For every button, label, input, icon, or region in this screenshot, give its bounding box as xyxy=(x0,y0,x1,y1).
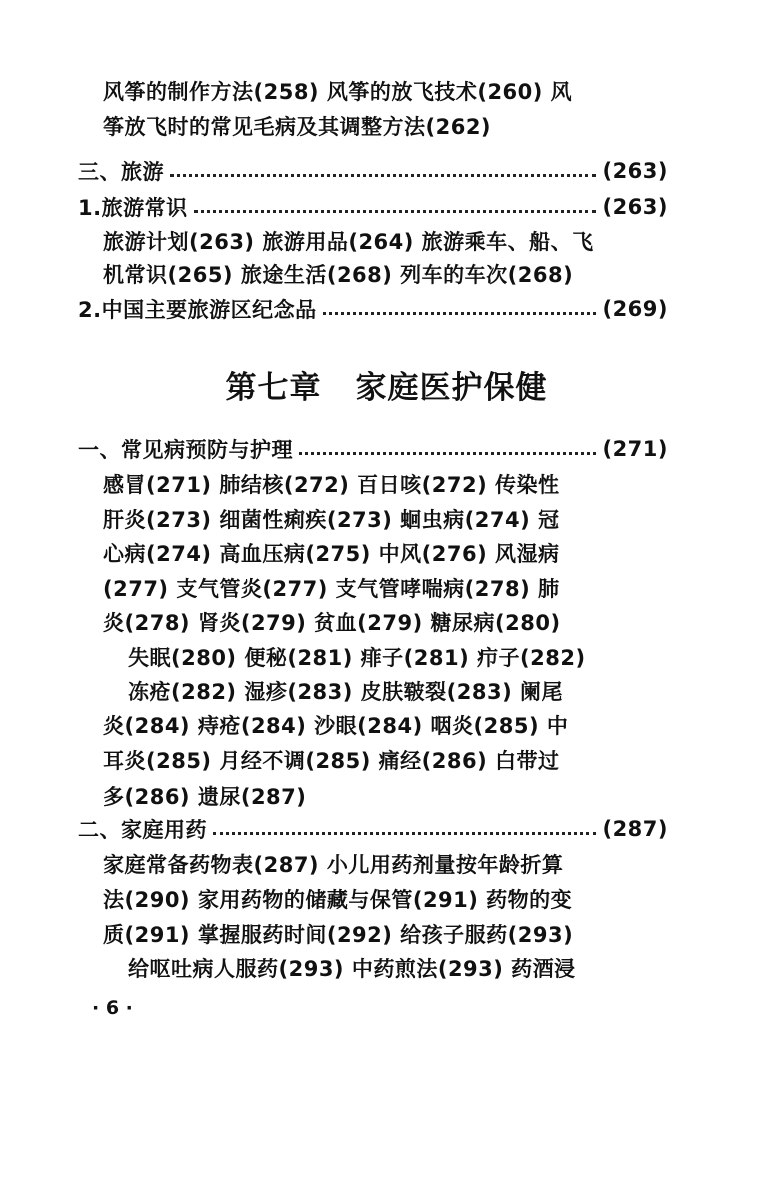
toc-label: 1.旅游常识 xyxy=(78,196,188,220)
toc-entry-souvenirs xyxy=(78,295,668,323)
text-line: 家庭常备药物表(287) 小儿用药剂量按年龄折算 xyxy=(103,853,564,877)
toc-page-number: (287) xyxy=(602,817,668,841)
text-line: 心病(274) 高血压病(275) 中风(276) 风湿病 xyxy=(103,542,560,566)
text-line: 质(291) 掌握服药时间(292) 给孩子服药(293) xyxy=(103,923,574,947)
toc-entry-common-diseases xyxy=(78,435,668,463)
toc-page-number: (263) xyxy=(602,159,668,183)
text-line: 炎(278) 肾炎(279) 贫血(279) 糖尿病(280) xyxy=(103,611,561,635)
text-line: 多(286) 遗尿(287) xyxy=(103,785,307,809)
text-line: 机常识(265) 旅途生活(268) 列车的车次(268) xyxy=(103,263,574,287)
toc-label: 二、家庭用药 xyxy=(78,818,207,842)
chapter-number: 第七章 xyxy=(225,370,322,406)
toc-page-number: (263) xyxy=(602,195,668,219)
dot-leader xyxy=(213,832,596,835)
dot-leader xyxy=(170,174,596,177)
toc-entry-home-medicine xyxy=(78,815,668,843)
toc-label: 2.中国主要旅游区纪念品 xyxy=(78,298,317,322)
text-line: 冻疮(282) 湿疹(283) 皮肤皲裂(283) 阑尾 xyxy=(128,680,564,704)
dot-leader xyxy=(323,312,597,315)
toc-entry-travel-knowledge xyxy=(78,193,668,221)
text-line: 失眠(280) 便秘(281) 痱子(281) 疖子(282) xyxy=(128,646,586,670)
text-line: (277) 支气管炎(277) 支气管哮喘病(278) 肺 xyxy=(103,577,560,601)
text-line: 旅游计划(263) 旅游用品(264) 旅游乘车、船、飞 xyxy=(103,230,594,254)
toc-label: 一、常见病预防与护理 xyxy=(78,438,293,462)
toc-label: 三、旅游 xyxy=(78,160,164,184)
dot-leader xyxy=(299,452,596,455)
text-line: 肝炎(273) 细菌性痢疾(273) 蛔虫病(274) 冠 xyxy=(103,508,560,532)
toc-page-number: (269) xyxy=(602,297,668,321)
text-line: 耳炎(285) 月经不调(285) 痛经(286) 白带过 xyxy=(103,749,560,773)
toc-entry-travel xyxy=(78,157,668,185)
chapter-heading xyxy=(0,362,773,407)
text-line: 风筝的制作方法(258) 风筝的放飞技术(260) 风 xyxy=(103,80,573,104)
text-line: 给呕吐病人服药(293) 中药煎法(293) 药酒浸 xyxy=(128,957,576,981)
chapter-title: 家庭医护保健 xyxy=(355,370,548,406)
text-line: 感冒(271) 肺结核(272) 百日咳(272) 传染性 xyxy=(103,473,560,497)
text-line: 炎(284) 痔疮(284) 沙眼(284) 咽炎(285) 中 xyxy=(103,714,569,738)
text-line: 法(290) 家用药物的储藏与保管(291) 药物的变 xyxy=(103,888,573,912)
text-line: 筝放飞时的常见毛病及其调整方法(262) xyxy=(103,115,492,139)
page-number: · 6 · xyxy=(92,997,133,1019)
dot-leader xyxy=(194,210,597,213)
toc-page-number: (271) xyxy=(602,437,668,461)
